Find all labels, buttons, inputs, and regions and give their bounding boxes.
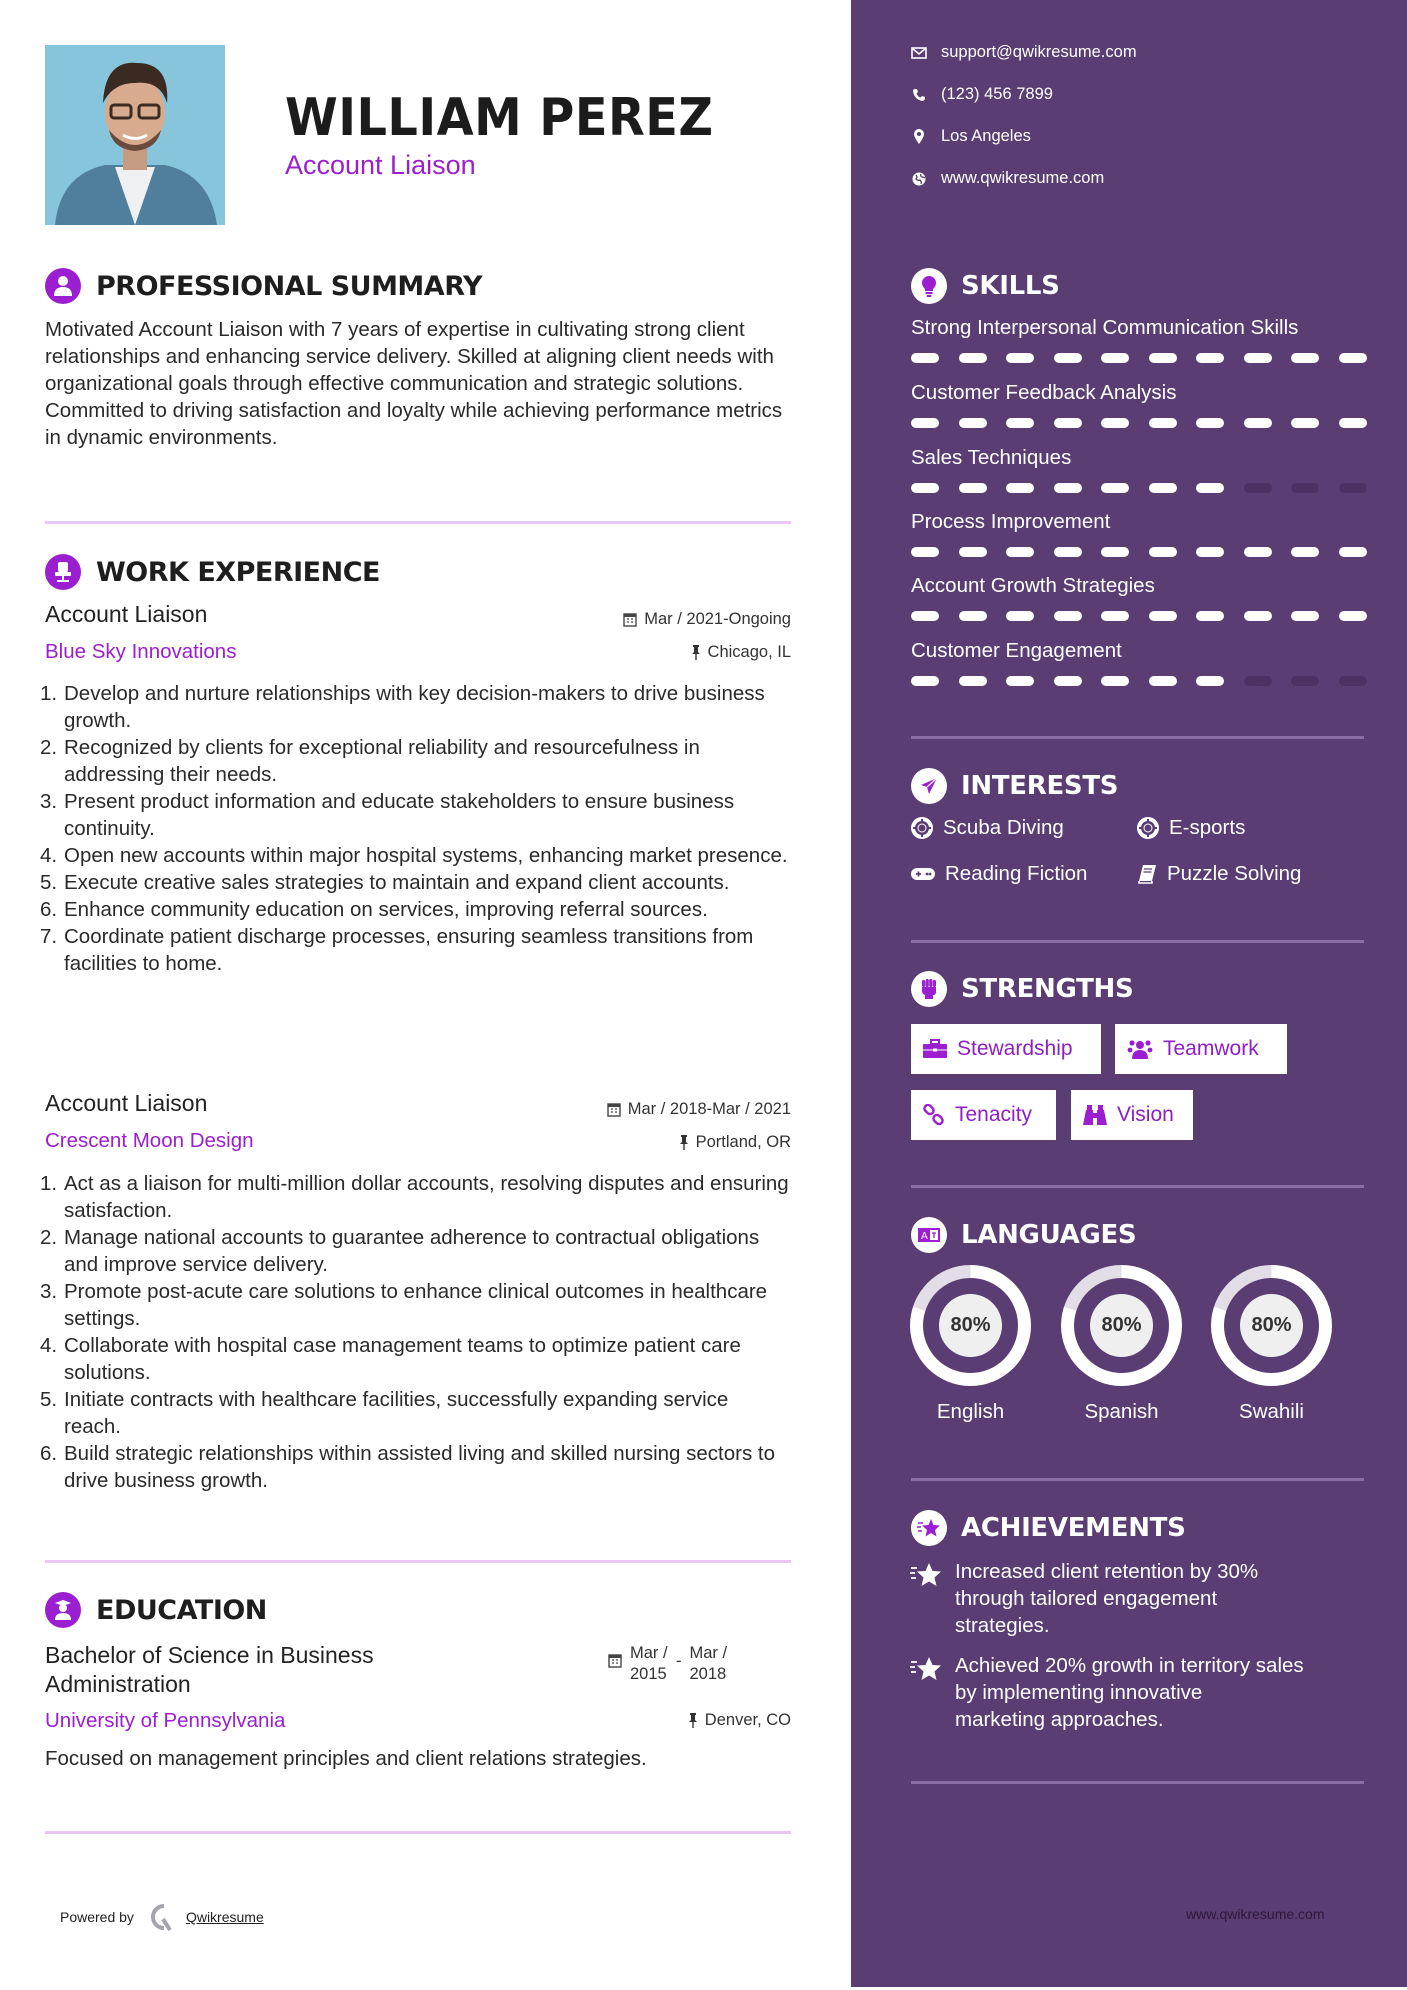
users-icon [1127,1038,1153,1060]
job-title: Account Liaison [45,601,208,627]
summary-heading [45,268,482,304]
skill-item: Customer Feedback Analysis [911,381,1367,428]
skill-level-segment [1244,483,1272,493]
list-item: 6. Enhance community education on services, improving referral sources. [40,898,708,921]
degree-name: Bachelor of Science in Business Administration [45,1642,374,1697]
skill-level-segment [1339,418,1367,428]
school-name: University of Pennsylvania [45,1709,286,1732]
calendar-icon [608,1653,622,1668]
skill-level-segment [1101,611,1129,621]
contact-location: Los Angeles [911,127,1031,146]
skill-level-segment [1244,611,1272,621]
translate-icon [911,1217,947,1253]
skill-level-segment [1101,418,1129,428]
raised-fist-icon [911,971,947,1007]
list-item: 4. Collaborate with hospital case management teams to optimize patient care solutions. [40,1334,741,1384]
skill-level-segment [1339,611,1367,621]
skill-level-segment [1149,418,1177,428]
office-chair-icon [45,554,81,590]
job-duties-list [40,1170,790,1494]
strength-chip: Stewardship [911,1024,1101,1074]
skill-level-segment [959,676,987,686]
skill-level-segment [911,547,939,557]
skill-level-segment [1006,611,1034,621]
education-description: Focused on management principles and client relations strategies. [45,1747,647,1770]
svg-text:A: A [921,1231,928,1242]
phone-icon [911,88,927,102]
skill-level-segment [911,353,939,363]
job-location [679,1133,791,1152]
interest-item: Scuba Diving [911,816,1064,840]
binoculars-icon [1083,1104,1107,1126]
language-progress-ring: 80% [910,1265,1031,1386]
skill-level-segment [1339,547,1367,557]
achievements-title: ACHIEVEMENTS [961,1513,1186,1543]
section-divider [911,1185,1364,1188]
skill-level-segment [1101,547,1129,557]
strengths-title: STRENGTHS [961,974,1134,1004]
job-dates [623,610,791,629]
footer-website-link[interactable]: www.qwikresume.com [1186,1906,1325,1922]
skill-level-segment [1006,483,1034,493]
shooting-star-icon [909,1560,943,1590]
strengths-heading [911,971,1133,1007]
list-item: 6. Build strategic relationships within assisted living and skilled nursing sectors to drive business growth. [40,1442,776,1492]
shooting-star-icon [911,1510,947,1546]
skill-level-segment [1149,483,1177,493]
language-progress-ring: 80% [1211,1265,1332,1386]
skill-item: Customer Engagement [911,639,1367,686]
skill-level-segment [911,676,939,686]
education-title: EDUCATION [96,1594,267,1626]
skill-level-segment [1054,353,1082,363]
skill-level-segment [911,418,939,428]
powered-by: Powered by Qwikresume [60,1902,264,1932]
list-item: 4. Open new accounts within major hospital systems, enhancing market presence. [40,844,788,867]
job-dates-text: Mar / 2021-Ongoing [644,610,791,628]
skill-level-segment [1054,611,1082,621]
skill-level-segment [1244,353,1272,363]
skill-level-segment [1101,676,1129,686]
map-marker-icon [911,129,927,144]
skill-level-segment [1054,418,1082,428]
skill-level-segment [1291,353,1319,363]
education-location: Denver, CO [688,1711,791,1730]
skill-level-bar [911,483,1367,493]
contact-phone[interactable]: (123) 456 7899 [911,85,1053,104]
skill-level-segment [1006,547,1034,557]
skill-level-segment [911,611,939,621]
envelope-icon [911,47,927,59]
company-name: Crescent Moon Design [45,1129,254,1152]
skill-level-segment [959,483,987,493]
job-location-text: Chicago, IL [707,643,791,661]
skill-level-segment [1054,483,1082,493]
list-item: 1. Act as a liaison for multi-million dollar accounts, resolving disputes and ensuring satisfaction. [40,1172,789,1222]
skill-level-segment [1339,353,1367,363]
globe-icon [911,172,927,186]
skill-level-segment [1196,483,1224,493]
job-dates [607,1100,791,1119]
list-item: 2. Recognized by clients for exceptional reliability and resourcefulness in addressing their needs. [40,736,700,786]
section-divider [45,1560,791,1563]
skills-title: SKILLS [961,271,1060,301]
skill-level-segment [911,483,939,493]
skill-level-segment [959,611,987,621]
skill-level-segment [1196,547,1224,557]
lightbulb-icon [911,268,947,304]
skill-item: Process Improvement [911,510,1367,557]
achievement-item: Achieved 20% growth in territory sales by implementing innovative marketing approaches. [909,1652,1359,1733]
summary-text: Motivated Account Liaison with 7 years of expertise in cultivating strong client relationships and enhancing service delivery. Skilled at aligning client needs with organizational goals through effective communication and strategic solutions. Committed to driving satisfaction and loyalty while achieving performance metrics in dynamic environments. [45,318,783,449]
achievement-item: Increased client retention by 30% through tailored engagement strategies. [909,1558,1359,1639]
job-location [691,643,791,662]
strength-chip: Teamwork [1115,1024,1287,1074]
candidate-name: WILLIAM PEREZ [285,88,714,148]
skill-level-segment [1054,547,1082,557]
section-divider [911,940,1364,943]
strength-chip: Tenacity [911,1090,1056,1140]
skill-level-segment [1291,676,1319,686]
interest-item: Reading Fiction [911,862,1087,886]
candidate-title: Account Liaison [285,150,476,180]
contact-website[interactable]: www.qwikresume.com [911,169,1104,188]
company-name: Blue Sky Innovations [45,640,237,663]
contact-email[interactable]: support@qwikresume.com [911,43,1137,62]
skill-level-segment [1101,353,1129,363]
graduate-icon [45,1592,81,1628]
skill-level-segment [1006,353,1034,363]
language-item: 80% English [910,1265,1031,1424]
skill-level-segment [1291,418,1319,428]
education-dates: Mar / 2015 - Mar / 2018 [608,1643,727,1685]
achievements-heading [911,1510,1186,1546]
link-icon [923,1104,945,1126]
strength-chip: Vision [1071,1090,1193,1140]
list-item: 3. Present product information and educate stakeholders to ensure business continuity. [40,790,735,840]
skill-level-segment [959,353,987,363]
gamepad-icon [911,867,935,881]
languages-heading [911,1217,1136,1253]
education-heading [45,1592,267,1628]
skill-level-segment [1291,611,1319,621]
life-ring-icon [1137,817,1159,839]
pushpin-icon [688,1713,698,1728]
experience-heading [45,554,380,590]
list-item: 2. Manage national accounts to guarantee adherence to contractual obligations and improve service delivery. [40,1226,760,1276]
interests-heading [911,768,1118,804]
skill-level-segment [1196,676,1224,686]
skill-level-segment [959,418,987,428]
languages-title: LANGUAGES [961,1220,1137,1250]
pushpin-icon [691,645,701,660]
skill-level-bar [911,676,1367,686]
calendar-icon [623,612,637,627]
skill-level-segment [1196,418,1224,428]
skill-level-segment [1101,483,1129,493]
skill-level-segment [1339,483,1367,493]
section-divider [911,1781,1364,1784]
list-item: 7. Coordinate patient discharge processes, ensuring seamless transitions from facilities to home. [40,925,754,975]
skill-item: Strong Interpersonal Communication Skills [911,316,1367,363]
person-photo-icon [45,45,225,225]
interests-title: INTERESTS [961,771,1119,801]
profile-photo [45,45,225,225]
language-item: 80% Spanish [1061,1265,1182,1424]
skill-level-segment [1196,353,1224,363]
skill-level-segment [1291,483,1319,493]
skill-level-bar [911,353,1367,363]
skill-level-bar [911,418,1367,428]
skill-level-segment [1244,676,1272,686]
calendar-icon [607,1102,621,1117]
job-location-text: Portland, OR [695,1133,791,1151]
skill-level-bar [911,611,1367,621]
book-icon [1137,864,1157,884]
paper-plane-icon [911,768,947,804]
skill-level-segment [1054,676,1082,686]
user-icon [45,268,81,304]
experience-title: WORK EXPERIENCE [96,556,380,588]
list-item: 3. Promote post-acute care solutions to enhance clinical outcomes in healthcare settings. [40,1280,768,1330]
life-ring-icon [911,817,933,839]
pushpin-icon [679,1135,689,1150]
skill-level-segment [1244,418,1272,428]
summary-title: PROFESSIONAL SUMMARY [96,270,483,302]
skill-level-segment [1244,547,1272,557]
section-divider [45,521,791,524]
skill-level-segment [1339,676,1367,686]
job-duties-list [40,680,790,977]
skill-item: Account Growth Strategies [911,574,1367,621]
skill-item: Sales Techniques [911,446,1367,493]
language-progress-ring: 80% [1061,1265,1182,1386]
skill-level-segment [959,547,987,557]
shooting-star-icon [909,1654,943,1684]
section-divider [911,736,1364,739]
skills-heading [911,268,1060,304]
job-title: Account Liaison [45,1090,208,1116]
skill-level-segment [1006,676,1034,686]
skill-level-segment [1006,418,1034,428]
interest-item: Puzzle Solving [1137,862,1301,886]
section-divider [911,1478,1364,1481]
interest-item: E-sports [1137,816,1245,840]
qwikresume-link[interactable]: Qwikresume [185,1909,264,1925]
list-item: 5. Execute creative sales strategies to maintain and expand client accounts. [40,871,730,894]
briefcase-icon [923,1039,947,1059]
list-item: 1. Develop and nurture relationships with key decision-makers to drive business growth. [40,682,765,732]
skill-level-bar [911,547,1367,557]
skill-level-segment [1149,611,1177,621]
skill-level-segment [1149,547,1177,557]
skill-level-segment [1149,353,1177,363]
qwikresume-logo-icon [146,1902,174,1932]
language-item: 80% Swahili [1211,1265,1332,1424]
section-divider [45,1831,791,1834]
skill-level-segment [1291,547,1319,557]
skill-level-segment [1149,676,1177,686]
list-item: 5. Initiate contracts with healthcare facilities, successfully expanding service reach. [40,1388,729,1438]
skill-level-segment [1196,611,1224,621]
job-dates-text: Mar / 2018-Mar / 2021 [627,1100,791,1118]
